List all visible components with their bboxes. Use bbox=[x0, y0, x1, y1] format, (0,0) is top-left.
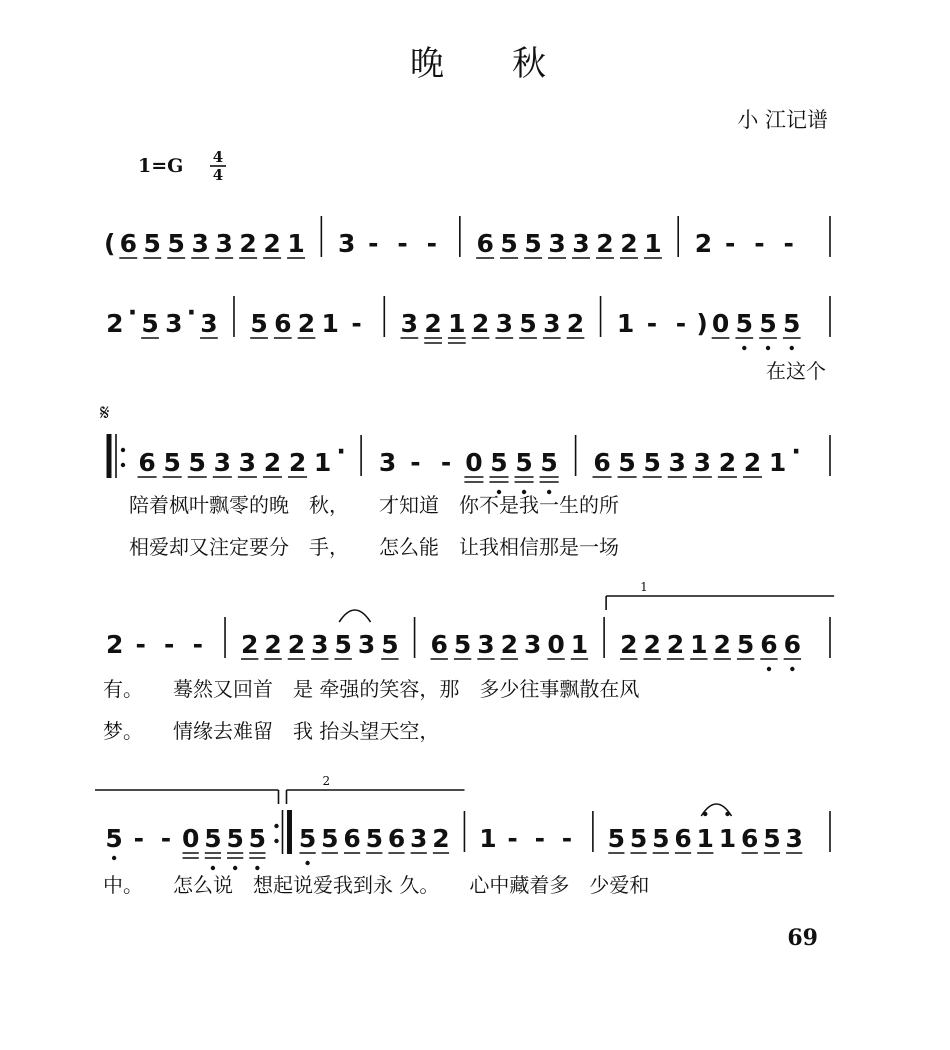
score-rows bbox=[95, 216, 834, 897]
note: 2 bbox=[471, 309, 490, 338]
lyric-line: 梦。 情缘去难留 我 抬头望天空， bbox=[103, 719, 440, 743]
augmentation-dot: · bbox=[336, 437, 346, 466]
note: 5 bbox=[607, 824, 626, 853]
note: 3 bbox=[785, 824, 803, 853]
note: 6 bbox=[674, 824, 692, 853]
note: 0 bbox=[181, 824, 200, 853]
augmentation-dot: · bbox=[127, 298, 138, 327]
note: 5 bbox=[226, 824, 244, 853]
note: 2 bbox=[105, 630, 124, 659]
note: 3 bbox=[191, 229, 209, 258]
note: 5 bbox=[298, 824, 317, 853]
note: 2 bbox=[620, 229, 638, 258]
note-dash: - bbox=[397, 229, 408, 258]
note-dash: - bbox=[754, 229, 765, 258]
note: 5 bbox=[540, 448, 558, 477]
augmentation-dot: · bbox=[186, 298, 197, 327]
note: 2 bbox=[500, 630, 519, 659]
repeat-dot bbox=[121, 448, 125, 452]
note: 2 bbox=[240, 630, 259, 659]
arranger-credit: 小 江记谱 bbox=[737, 108, 828, 132]
note: 6 bbox=[138, 448, 156, 477]
note: 3 bbox=[165, 309, 183, 338]
note: 5 bbox=[105, 824, 123, 853]
octave-dot-below bbox=[112, 856, 116, 860]
note: 3 bbox=[524, 630, 542, 659]
note: 5 bbox=[490, 448, 508, 477]
note: 5 bbox=[736, 630, 755, 659]
note-dash: - bbox=[410, 448, 421, 477]
note-dash: - bbox=[368, 229, 379, 258]
lyric-line: 中。 怎么说 想起说爱我到永 久。 心中藏着多 少爱和 bbox=[103, 873, 650, 897]
note: 3 bbox=[200, 309, 218, 338]
slur-tie bbox=[339, 610, 370, 622]
lyric-line: 在这个 bbox=[766, 359, 826, 383]
note-dash: - bbox=[724, 229, 736, 258]
note: 5 bbox=[453, 630, 472, 659]
note: 0 bbox=[711, 309, 730, 338]
note-dash: - bbox=[561, 824, 573, 853]
note: 2 bbox=[239, 229, 257, 258]
note: 2 bbox=[297, 309, 316, 338]
note: 1 bbox=[321, 309, 339, 338]
note: 5 bbox=[248, 824, 267, 853]
volta-number: 1 bbox=[640, 580, 648, 594]
note: 1 bbox=[287, 229, 305, 258]
lyric-line: 陪着枫叶飘零的晚 秋， 才知道 你不是我一生的所 bbox=[129, 493, 619, 517]
note: 3 bbox=[543, 309, 561, 338]
note: 1 bbox=[616, 309, 635, 338]
octave-dot-below bbox=[790, 346, 794, 350]
note: 0 bbox=[465, 448, 483, 477]
note: 3 bbox=[337, 229, 356, 258]
octave-dot-below bbox=[767, 667, 771, 671]
note: 5 bbox=[188, 448, 206, 477]
note: 5 bbox=[643, 448, 661, 477]
note: 2 bbox=[106, 309, 124, 338]
page-number: 69 bbox=[787, 925, 818, 951]
note: 6 bbox=[760, 630, 778, 659]
note: 1 bbox=[696, 824, 714, 853]
note: 5 bbox=[618, 448, 636, 477]
note: 5 bbox=[629, 824, 648, 853]
note: 3 bbox=[311, 630, 329, 659]
parenthesis: ) bbox=[696, 309, 708, 338]
note: 3 bbox=[572, 229, 590, 258]
note: 2 bbox=[718, 448, 737, 477]
note: 5 bbox=[381, 630, 399, 659]
note-dash: - bbox=[164, 630, 175, 659]
note: 5 bbox=[334, 630, 352, 659]
octave-dot-below bbox=[790, 667, 794, 671]
note: 2 bbox=[264, 630, 282, 659]
note-dash: - bbox=[351, 309, 362, 338]
note: 5 bbox=[250, 309, 268, 338]
note: 1 bbox=[644, 229, 662, 258]
note: 5 bbox=[163, 448, 181, 477]
volta-number: 2 bbox=[322, 774, 331, 788]
note: 2 bbox=[713, 630, 731, 659]
note-dash: - bbox=[192, 630, 203, 659]
note-dash: - bbox=[646, 309, 658, 338]
note: 3 bbox=[378, 448, 397, 477]
note: 5 bbox=[141, 309, 159, 338]
note: 3 bbox=[495, 309, 514, 338]
note-dash: - bbox=[507, 824, 518, 853]
note: 6 bbox=[119, 229, 138, 258]
note: 3 bbox=[477, 630, 495, 659]
note: 5 bbox=[519, 309, 537, 338]
note: 3 bbox=[548, 229, 566, 258]
note: 5 bbox=[652, 824, 670, 853]
note: 2 bbox=[288, 448, 307, 477]
octave-dot-below bbox=[766, 346, 770, 350]
segno-sign: 𝄋 bbox=[100, 401, 110, 426]
note: 2 bbox=[643, 630, 661, 659]
note: 3 bbox=[213, 448, 232, 477]
note: 2 bbox=[424, 309, 442, 338]
note: 3 bbox=[668, 448, 686, 477]
note: 6 bbox=[593, 448, 611, 477]
note: 3 bbox=[410, 824, 428, 853]
note: 5 bbox=[500, 229, 518, 258]
note: 2 bbox=[596, 229, 614, 258]
note-dash: - bbox=[675, 309, 687, 338]
note-dash: - bbox=[440, 448, 452, 477]
octave-dot-below bbox=[211, 866, 215, 870]
note: 3 bbox=[215, 229, 233, 258]
note: 2 bbox=[620, 630, 638, 659]
octave-dot-below bbox=[233, 866, 237, 870]
note: 5 bbox=[515, 448, 533, 477]
note: 0 bbox=[547, 630, 565, 659]
note: 6 bbox=[741, 824, 759, 853]
note: 5 bbox=[143, 229, 161, 258]
note: 1 bbox=[570, 630, 589, 659]
time-signature-bottom: 4 bbox=[212, 166, 224, 184]
note: 5 bbox=[524, 229, 542, 258]
note: 2 bbox=[666, 630, 685, 659]
octave-dot-below bbox=[742, 346, 746, 350]
parenthesis: ( bbox=[103, 229, 116, 258]
repeat-dot bbox=[121, 463, 125, 467]
note: 5 bbox=[365, 824, 383, 853]
lyric-line: 相爱却又注定要分 手， 怎么能 让我相信那是一场 bbox=[129, 535, 619, 559]
note: 2 bbox=[694, 229, 713, 258]
note: 6 bbox=[430, 630, 448, 659]
note-dash: - bbox=[783, 229, 794, 258]
note: 1 bbox=[448, 309, 466, 338]
repeat-dot bbox=[274, 824, 278, 828]
note: 6 bbox=[476, 229, 494, 258]
note: 3 bbox=[238, 448, 257, 477]
note: 2 bbox=[263, 448, 282, 477]
note-dash: - bbox=[160, 824, 172, 853]
note-dash: - bbox=[133, 824, 145, 853]
note: 5 bbox=[204, 824, 222, 853]
note: 2 bbox=[287, 630, 306, 659]
note: 5 bbox=[763, 824, 781, 853]
note-dash: - bbox=[534, 824, 545, 853]
note: 1 bbox=[479, 824, 497, 853]
note: 3 bbox=[400, 309, 419, 338]
note: 2 bbox=[263, 229, 281, 258]
note: 6 bbox=[387, 824, 406, 853]
note: 1 bbox=[313, 448, 332, 477]
time-signature-top: 4 bbox=[212, 148, 224, 166]
note: 3 bbox=[357, 630, 376, 659]
note: 6 bbox=[274, 309, 292, 338]
note: 2 bbox=[743, 448, 762, 477]
note: 1 bbox=[690, 630, 708, 659]
note-dash: - bbox=[135, 630, 146, 659]
song-title: 晚 秋 bbox=[410, 44, 546, 84]
key-signature: 1=G bbox=[138, 155, 184, 177]
note: 6 bbox=[343, 824, 361, 853]
note: 5 bbox=[735, 309, 753, 338]
note: 1 bbox=[718, 824, 737, 853]
note: 5 bbox=[167, 229, 185, 258]
note: 2 bbox=[566, 309, 585, 338]
note: 3 bbox=[693, 448, 712, 477]
note: 5 bbox=[321, 824, 339, 853]
repeat-dot bbox=[274, 839, 278, 843]
note: 2 bbox=[432, 824, 450, 853]
octave-dot-below bbox=[305, 861, 309, 865]
lyric-line: 有。 蓦然又回首 是 牵强的笑容，那 多少往事飘散在风 bbox=[103, 677, 640, 701]
note: 5 bbox=[759, 309, 777, 338]
note-dash: - bbox=[426, 229, 438, 258]
note: 6 bbox=[783, 630, 802, 659]
augmentation-dot: · bbox=[791, 437, 801, 466]
note: 5 bbox=[783, 309, 801, 338]
octave-dot-below bbox=[255, 866, 259, 870]
note: 1 bbox=[768, 448, 787, 477]
